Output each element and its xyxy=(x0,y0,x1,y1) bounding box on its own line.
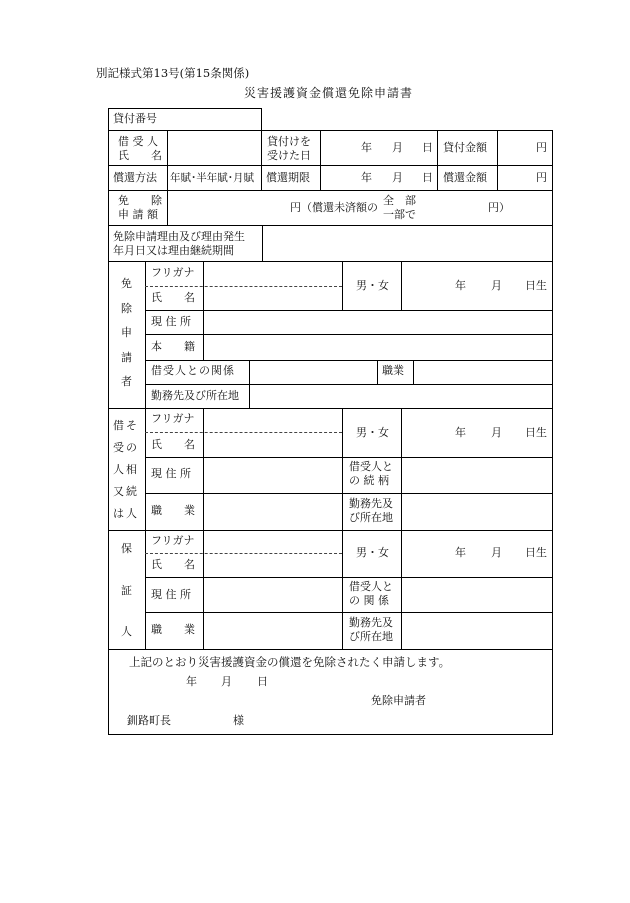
applicant-occupation-label: 職業 xyxy=(382,364,404,377)
repay-period-year: 年 xyxy=(361,171,372,184)
loan-date-month: 月 xyxy=(392,141,403,154)
exemption-part-option: 一部で xyxy=(383,208,416,221)
guarantor-birth-day: 日生 xyxy=(525,546,547,559)
repay-method-value: 年賦･半年賦･月賦 xyxy=(170,172,254,184)
applicant-birth-day: 日生 xyxy=(525,279,547,292)
repay-period-month: 月 xyxy=(392,171,403,184)
exemption-amount-text: 円（償還未済額の xyxy=(290,201,378,214)
exemption-amount-yen: 円） xyxy=(488,201,510,214)
guarantor-side-char: 証 xyxy=(121,584,132,597)
heir-relation-label-line2: の 続 柄 xyxy=(349,474,389,487)
heir-name-label: 氏 名 xyxy=(151,438,195,451)
heir-workplace-label-line1: 勤務先及 xyxy=(349,497,393,510)
guarantor-name-label: 氏 名 xyxy=(151,558,195,571)
loan-date-label-line2: 受けた日 xyxy=(267,149,311,162)
heir-address-label: 現 住 所 xyxy=(151,467,191,480)
applicant-birth-year: 年 xyxy=(455,279,466,292)
applicant-relation-label: 借受人との関係 xyxy=(151,364,235,377)
heir-side-chars: 受の xyxy=(113,441,139,454)
form-title: 災害援護資金償還免除申請書 xyxy=(244,86,414,100)
applicant-side-char: 請 xyxy=(121,351,132,364)
borrower-label-line2: 氏 名 xyxy=(118,149,162,162)
heir-side-chars: 又続 xyxy=(113,485,139,498)
exemption-amount-label-line2: 申 請 額 xyxy=(118,208,158,221)
guarantor-birth-month: 月 xyxy=(491,546,502,559)
borrower-label-line1: 借 受 人 xyxy=(118,135,158,148)
heir-birth-day: 日生 xyxy=(525,426,547,439)
applicant-domicile-label: 本 籍 xyxy=(151,340,195,353)
guarantor-relation-label-line1: 借受人と xyxy=(349,580,393,593)
loan-date-day: 日 xyxy=(422,141,433,154)
guarantor-side-char: 人 xyxy=(121,625,132,638)
heir-workplace-label-line2: び所在地 xyxy=(349,511,393,524)
repay-period-day: 日 xyxy=(422,171,433,184)
loan-date-label-line1: 貸付けを xyxy=(267,135,311,148)
guarantor-birth-year: 年 xyxy=(455,546,466,559)
guarantor-address-label: 現 住 所 xyxy=(151,588,191,601)
applicant-furigana-label: フリガナ xyxy=(151,266,195,279)
guarantor-workplace-label-line2: び所在地 xyxy=(349,630,393,643)
loan-date-year: 年 xyxy=(361,141,372,154)
application-date-year: 年 xyxy=(186,675,197,688)
form-number: 別記様式第13号(第15条関係) xyxy=(96,66,250,80)
addressee-honorific: 様 xyxy=(233,714,244,727)
applicant-name-label: 氏 名 xyxy=(151,291,195,304)
loan-number-label: 貸付番号 xyxy=(113,112,157,125)
loan-amount-label: 貸付金額 xyxy=(443,141,487,154)
applicant-side-char: 者 xyxy=(121,375,132,388)
loan-amount-yen: 円 xyxy=(536,141,547,154)
applicant-side-char: 申 xyxy=(121,326,132,339)
heir-furigana-label: フリガナ xyxy=(151,412,195,425)
repay-amount-yen: 円 xyxy=(536,171,547,184)
exemption-reason-label-line2: 年月日又は理由継続期間 xyxy=(113,244,234,257)
guarantor-furigana-label: フリガナ xyxy=(151,534,195,547)
guarantor-workplace-label-line1: 勤務先及 xyxy=(349,616,393,629)
heir-birth-year: 年 xyxy=(455,426,466,439)
repay-method-label: 償還方法 xyxy=(113,171,157,184)
heir-birth-month: 月 xyxy=(491,426,502,439)
application-statement: 上記のとおり災害援護資金の償還を免除されたく申請します。 xyxy=(129,655,451,669)
applicant-side-char: 除 xyxy=(121,302,132,315)
application-date-day: 日 xyxy=(257,675,268,688)
addressee-mayor: 釧路町長 xyxy=(127,714,171,727)
guarantor-relation-label-line2: の 関 係 xyxy=(349,594,389,607)
repay-period-label: 償還期限 xyxy=(266,171,310,184)
heir-relation-label-line1: 借受人と xyxy=(349,460,393,473)
applicant-signature-label: 免除申請者 xyxy=(371,694,426,707)
exemption-reason-label-line1: 免除申請理由及び理由発生 xyxy=(113,230,245,243)
exemption-all-option: 全 部 xyxy=(383,194,416,207)
guarantor-gender: 男・女 xyxy=(356,546,389,559)
heir-side-chars: 人相 xyxy=(113,463,139,476)
heir-gender: 男・女 xyxy=(356,426,389,439)
applicant-address-label: 現 住 所 xyxy=(151,315,191,328)
applicant-birth-month: 月 xyxy=(491,279,502,292)
guarantor-side-char: 保 xyxy=(121,542,132,555)
application-date-month: 月 xyxy=(221,675,232,688)
exemption-amount-label-line1: 免 除 xyxy=(118,194,162,207)
applicant-workplace-label: 勤務先及び所在地 xyxy=(151,389,239,402)
heir-side-chars: 借そ xyxy=(113,419,139,432)
guarantor-occupation-label: 職 業 xyxy=(151,623,195,636)
applicant-side-char: 免 xyxy=(121,277,132,290)
applicant-gender: 男・女 xyxy=(356,279,389,292)
heir-occupation-label: 職 業 xyxy=(151,504,195,517)
repay-amount-label: 償還金額 xyxy=(443,171,487,184)
heir-side-chars: は人 xyxy=(113,507,139,520)
